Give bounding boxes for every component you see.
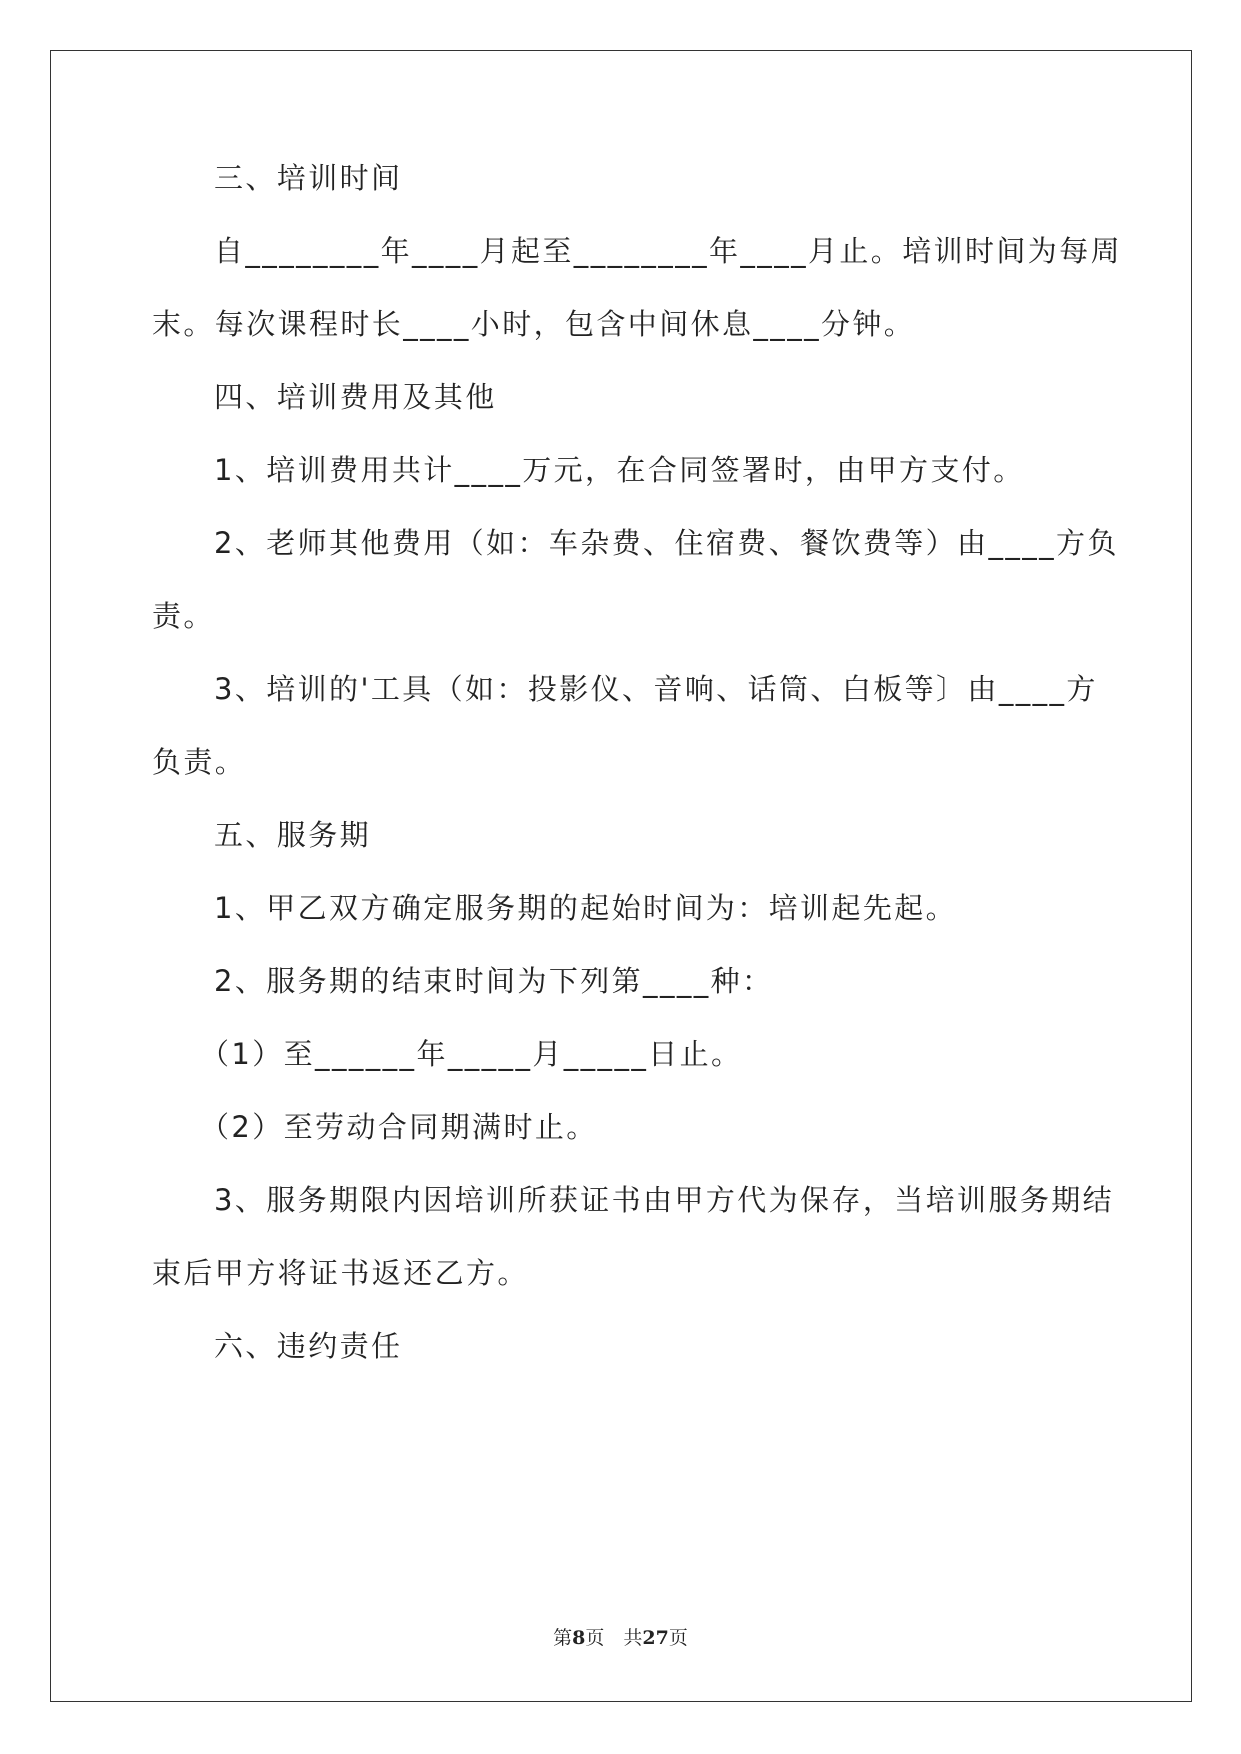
paragraph-line: 束后甲方将证书返还乙方。	[152, 1256, 529, 1290]
paragraph-line: （1）至______年_____月_____日止。	[200, 1037, 743, 1071]
paragraph-line: 3、培训的'工具（如：投影仪、音响、话筒、白板等〕由____方	[214, 672, 1098, 706]
page-footer	[0, 1625, 1241, 1651]
total-page-number: 27	[642, 1627, 669, 1649]
paragraph-line: 负责。	[152, 745, 247, 779]
paragraph-line: （2）至劳动合同期满时止。	[200, 1110, 598, 1144]
footer-mid: 页 共	[585, 1627, 643, 1649]
paragraph-line: 1、甲乙双方确定服务期的起始时间为：培训起先起。	[214, 891, 958, 925]
paragraph-line: 2、服务期的结束时间为下列第____种：	[214, 964, 774, 998]
paragraph-line: 末。每次课程时长____小时，包含中间休息____分钟。	[152, 307, 916, 341]
section-heading-liability: 六、违约责任	[214, 1329, 403, 1363]
section-heading-training-time: 三、培训时间	[214, 161, 403, 195]
paragraph-line: 自________年____月起至________年____月止。培训时间为每周	[214, 234, 1123, 268]
section-heading-fees: 四、培训费用及其他	[214, 380, 497, 414]
paragraph-line: 1、培训费用共计____万元，在合同签署时，由甲方支付。	[214, 453, 1025, 487]
footer-suffix: 页	[668, 1627, 688, 1649]
current-page-number: 8	[572, 1627, 586, 1649]
paragraph-line: 责。	[152, 599, 215, 633]
footer-prefix: 第	[553, 1627, 573, 1649]
page-border	[50, 50, 1192, 1702]
section-heading-service-period: 五、服务期	[214, 818, 372, 852]
paragraph-line: 3、服务期限内因培训所获证书由甲方代为保存，当培训服务期结	[214, 1183, 1115, 1217]
paragraph-line: 2、老师其他费用（如：车杂费、住宿费、餐饮费等）由____方负	[214, 526, 1119, 560]
